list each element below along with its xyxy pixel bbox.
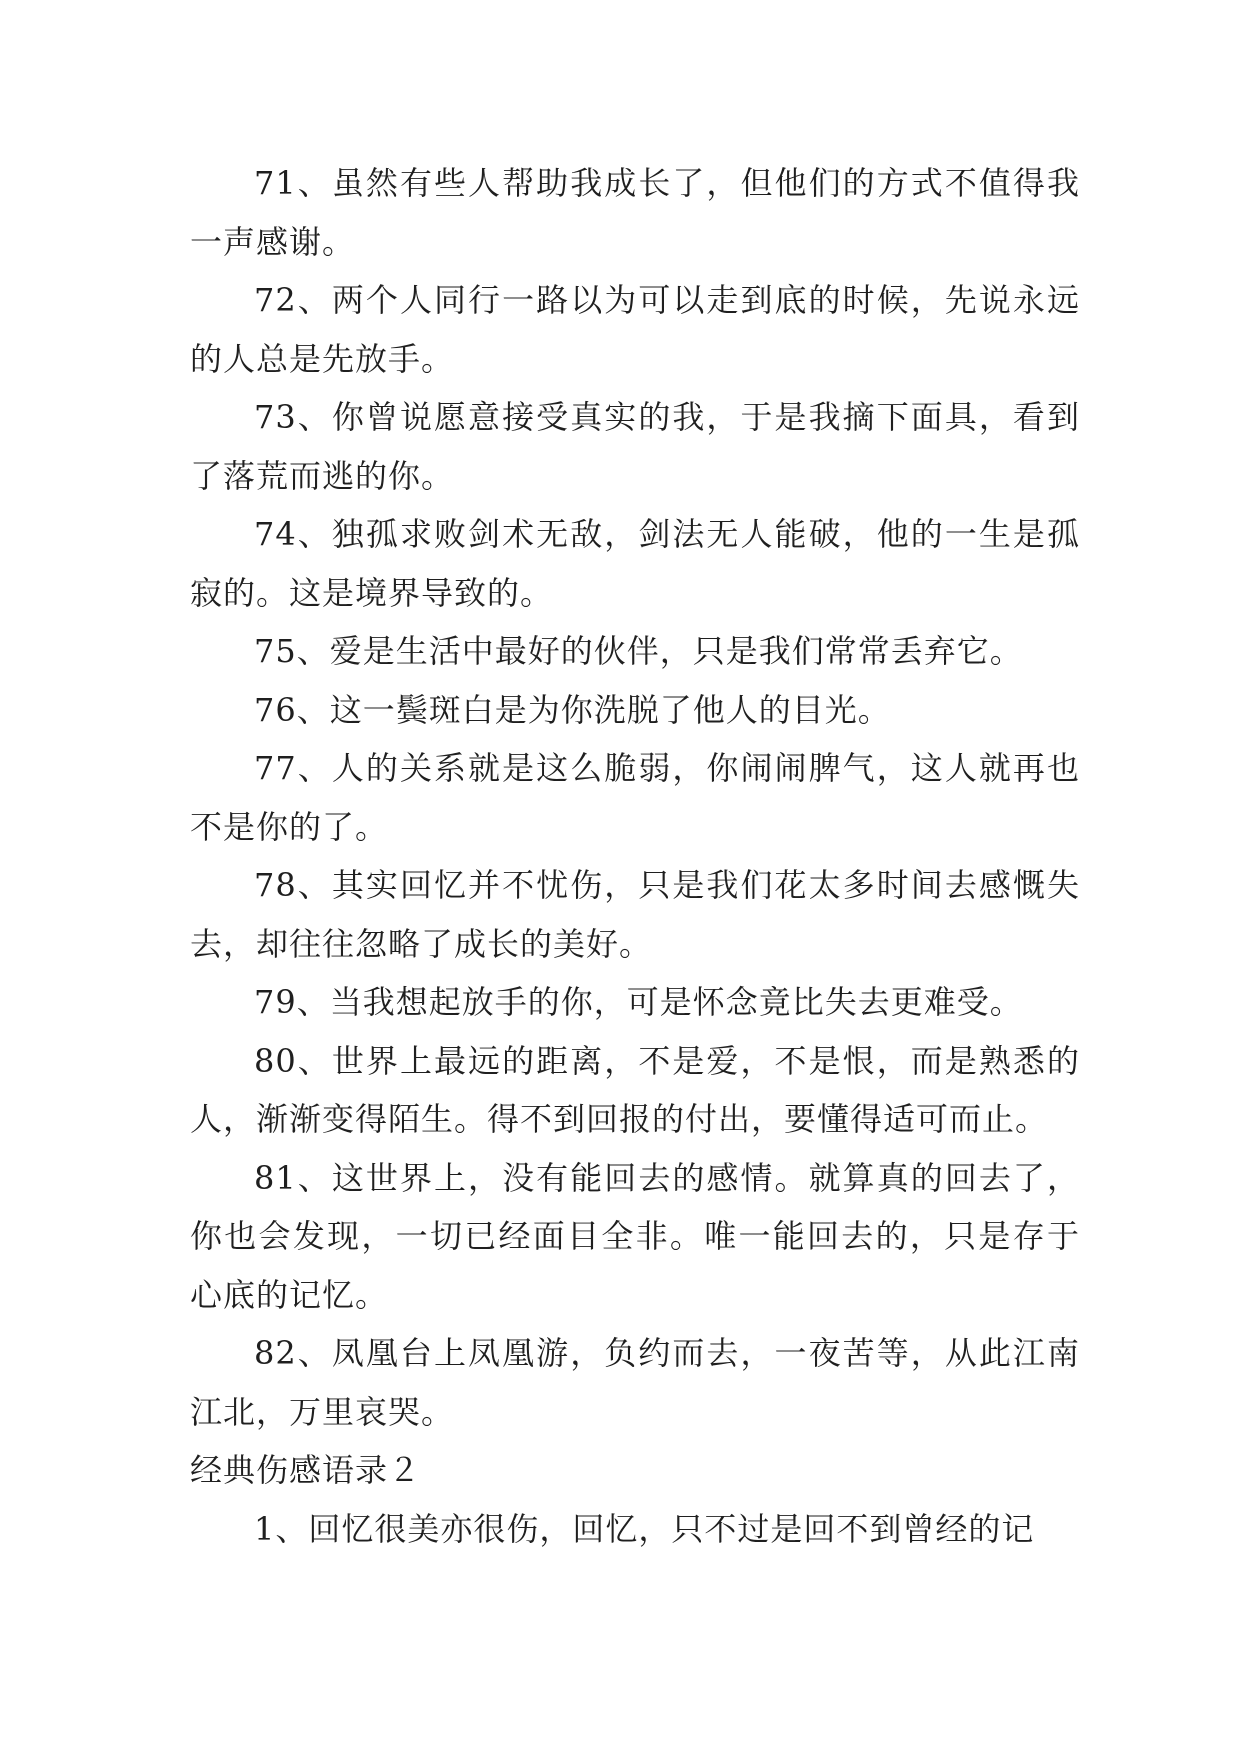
paragraph-76: 76、这一鬓斑白是为你洗脱了他人的目光。 [254,690,891,729]
section-heading: 经典伤感语录２ [190,1451,422,1489]
paragraph-75: 75、爱是生活中最好的伙伴，只是我们常常丢弃它。 [254,632,1023,670]
paragraph-78: 78、其实回忆并不忧伤，只是我们花太多时间去感慨失去，却往往忽略了成长的美好。 [190,866,1080,963]
paragraph-74: 74、独孤求败剑术无敌，剑法无人能破，他的一生是孤寂的。这是境界导致的。 [190,515,1080,612]
paragraph-72: 72、两个人同行一路以为可以走到底的时候，先说永远的人总是先放手。 [190,281,1080,378]
paragraph-71: 71、虽然有些人帮助我成长了，但他们的方式不值得我一声感谢。 [190,164,1080,261]
paragraph-1: 1、回忆很美亦很伤，回忆，只不过是回不到曾经的记 [254,1509,1035,1548]
document-body [190,154,1080,1558]
paragraph-81: 81、这世界上，没有能回去的感情。就算真的回去了，你也会发现，一切已经面目全非。唯一能回去的，只是存于心底的记忆。 [190,1158,1080,1314]
paragraph-80: 80、世界上最远的距离，不是爱，不是恨，而是熟悉的人，渐渐变得陌生。得不到回报的付出，要懂得适可而止。 [190,1041,1080,1138]
paragraph-73: 73、你曾说愿意接受真实的我，于是我摘下面具，看到了落荒而逃的你。 [190,398,1080,495]
paragraph-77: 77、人的关系就是这么脆弱，你闹闹脾气，这人就再也不是你的了。 [190,749,1080,846]
paragraph-82: 82、凤凰台上凤凰游，负约而去，一夜苦等，从此江南江北，万里哀哭。 [190,1334,1080,1431]
paragraph-79: 79、当我想起放手的你，可是怀念竟比失去更难受。 [254,983,1023,1021]
